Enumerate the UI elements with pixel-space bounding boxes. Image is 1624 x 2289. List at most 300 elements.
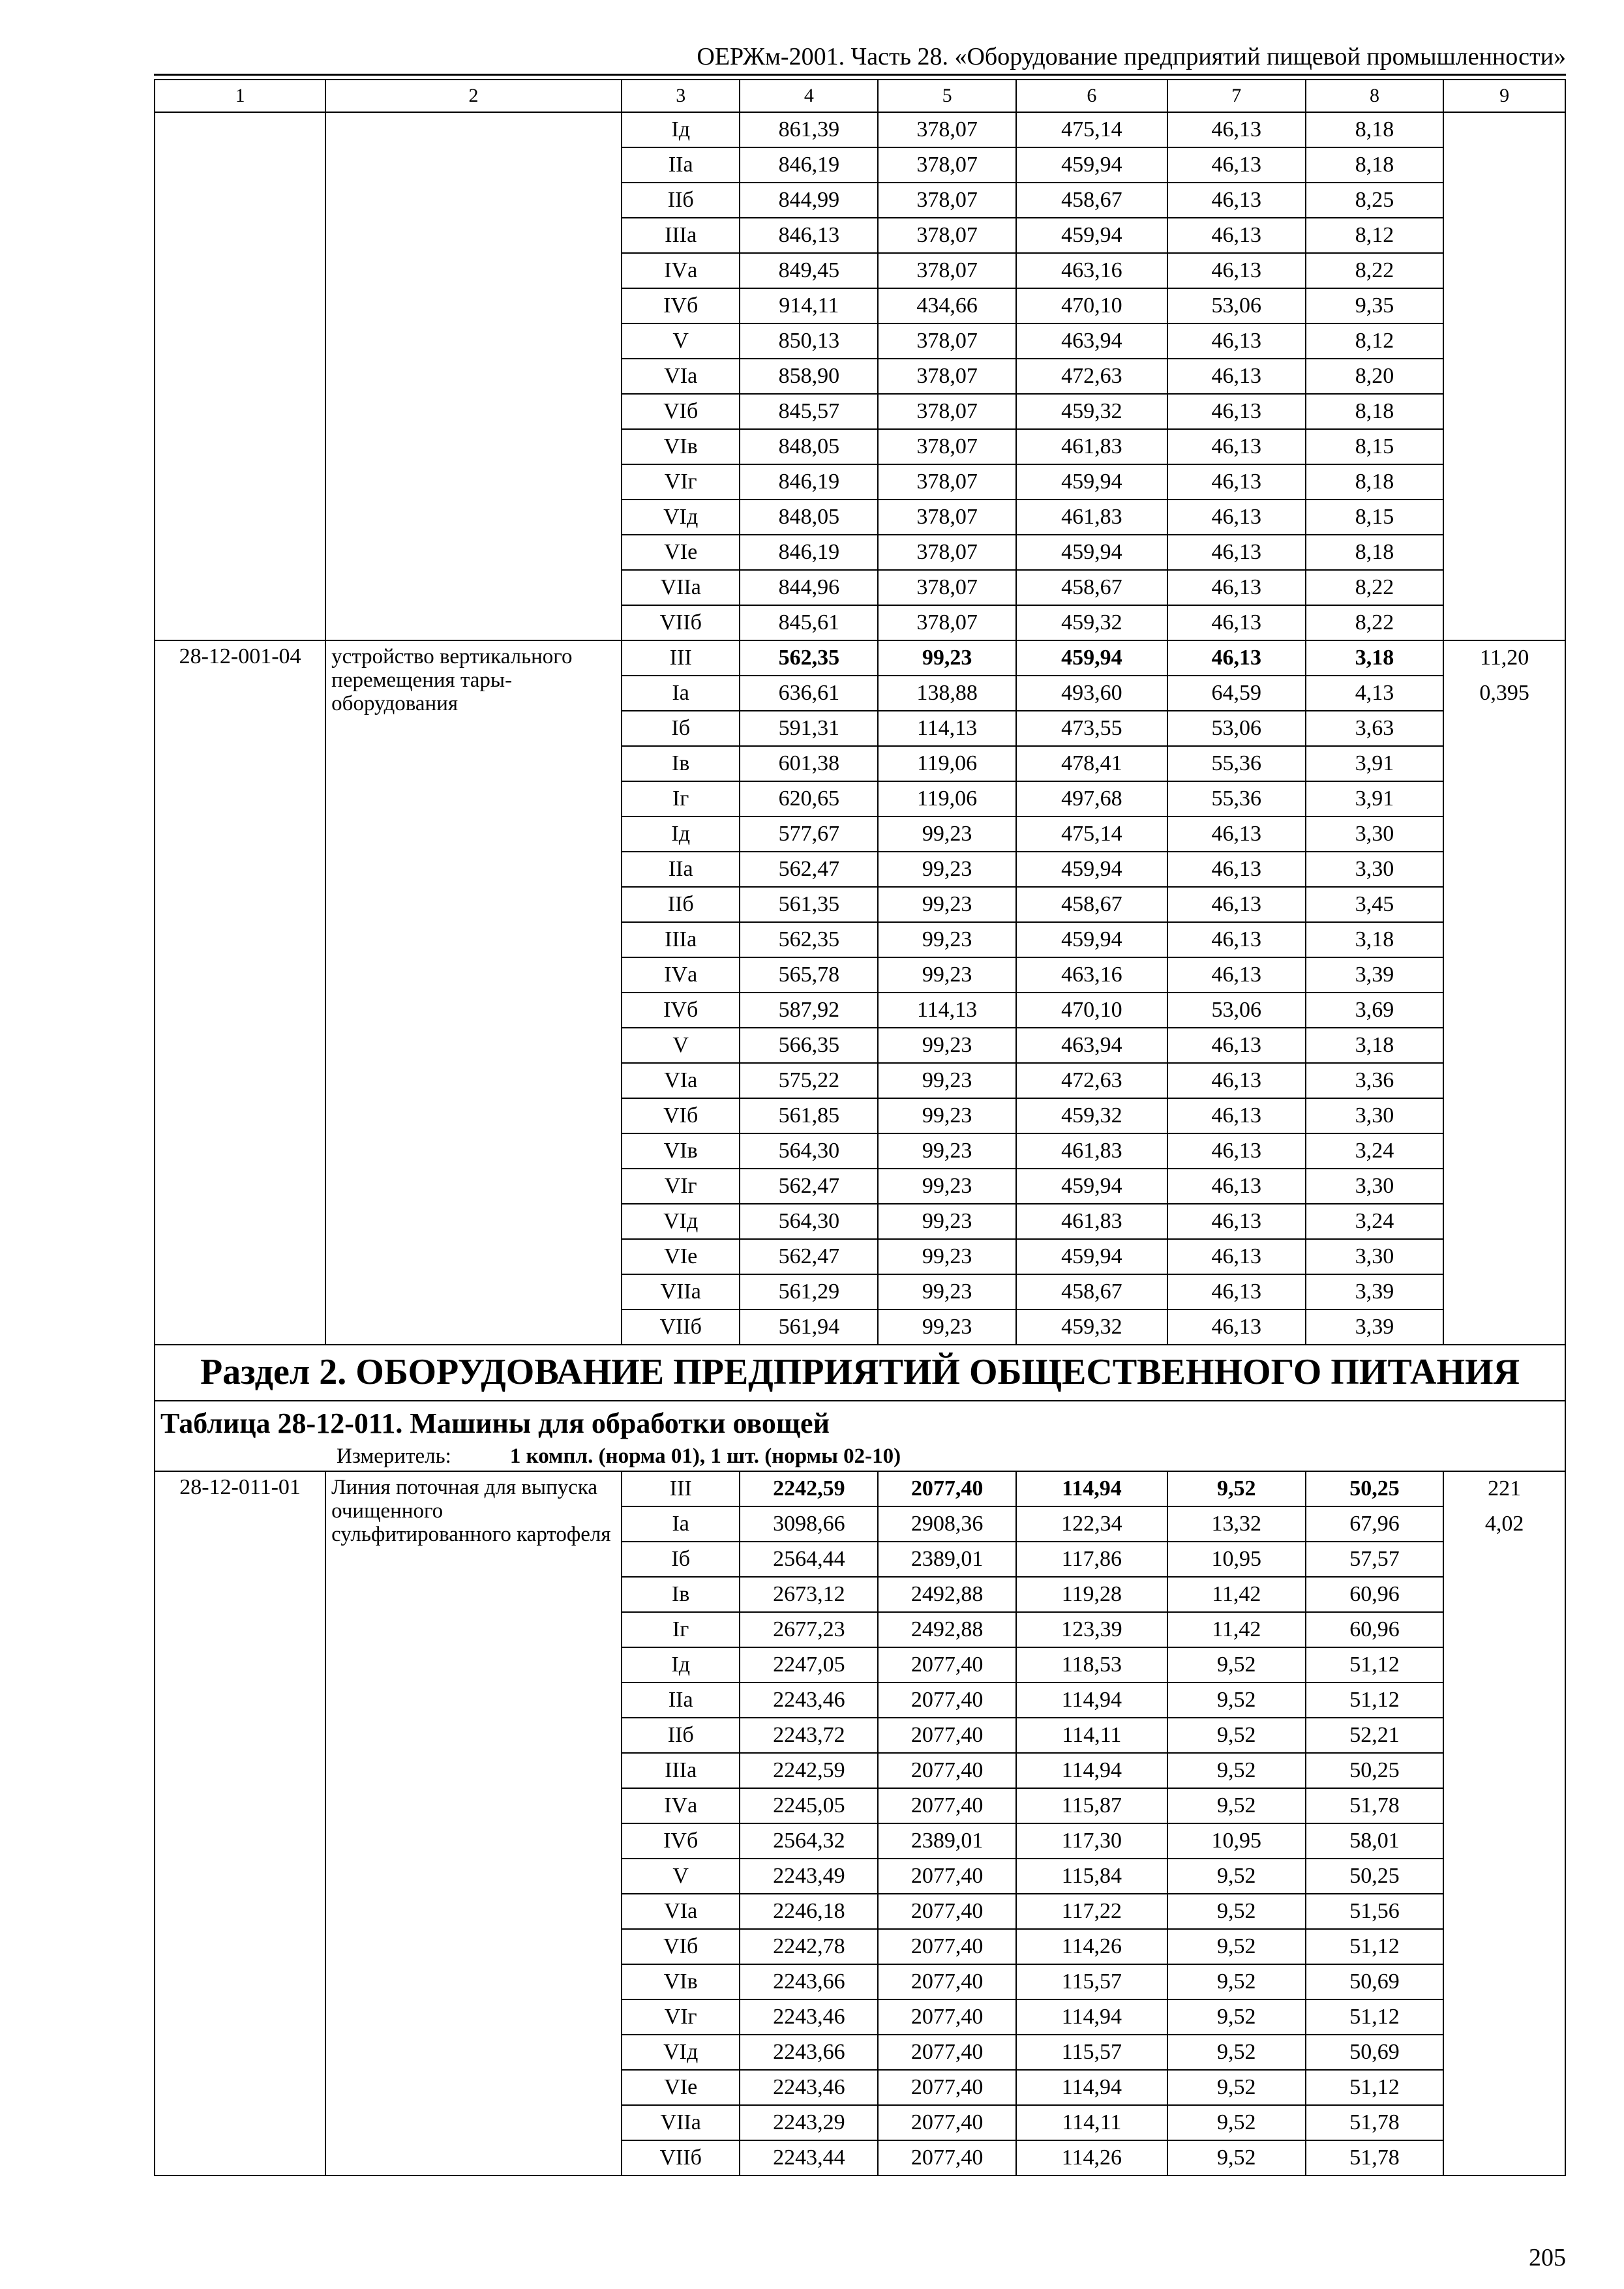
item-name [325,112,622,640]
meter-line [160,1442,1559,1471]
cost-wages: 2077,40 [878,1683,1016,1718]
zone-code: VIд [622,2035,740,2070]
cost-materials: 8,22 [1306,570,1444,605]
cost-machinist-wages: 13,32 [1167,1506,1306,1542]
cost-machines: 459,94 [1016,535,1167,570]
header-rule [154,74,1566,76]
cost-materials: 51,12 [1306,1999,1444,2035]
section-row [155,1345,1565,1401]
cost-total: 844,99 [740,183,878,218]
cost-machines: 459,94 [1016,147,1167,183]
cost-wages: 99,23 [878,1239,1016,1274]
cost-materials: 3,63 [1306,711,1444,746]
cost-total: 2243,29 [740,2105,878,2140]
cost-machines: 472,63 [1016,359,1167,394]
cost-machinist-wages: 9,52 [1167,1999,1306,2035]
zone-code: VIIа [622,1274,740,1309]
cost-materials: 67,96 [1306,1506,1444,1542]
cost-total: 2243,44 [740,2140,878,2176]
cost-machines: 123,39 [1016,1612,1167,1647]
zone-code: VIе [622,2070,740,2105]
cost-wages: 99,23 [878,1133,1016,1169]
zone-code: VIIб [622,2140,740,2176]
zone-code: VIIб [622,1309,740,1345]
zone-code: VIб [622,1098,740,1133]
zone-code: Iд [622,816,740,852]
cost-materials: 3,45 [1306,887,1444,922]
cost-materials: 3,24 [1306,1133,1444,1169]
cost-machinist-wages: 9,52 [1167,2140,1306,2176]
zone-code: IIб [622,1718,740,1753]
cost-wages: 99,23 [878,957,1016,993]
cost-wages: 114,13 [878,993,1016,1028]
cost-materials: 9,35 [1306,288,1444,323]
cost-machines: 115,57 [1016,1964,1167,1999]
cost-wages: 99,23 [878,640,1016,676]
cost-machines: 461,83 [1016,1204,1167,1239]
cost-machinist-wages: 9,52 [1167,1788,1306,1823]
cost-materials: 51,12 [1306,1929,1444,1964]
cost-materials: 8,18 [1306,147,1444,183]
column-number: 7 [1167,80,1306,112]
page-header: ОЕРЖм-2001. Часть 28. «Оборудование предприятий пищевой промышленности» [697,43,1566,70]
cost-materials: 3,39 [1306,1309,1444,1345]
cost-total: 2243,46 [740,2070,878,2105]
cost-materials: 8,18 [1306,394,1444,429]
zone-code: IVб [622,288,740,323]
zone-code: Iб [622,711,740,746]
cost-machines: 459,94 [1016,464,1167,500]
cost-total: 2242,59 [740,1753,878,1788]
cost-total: 848,05 [740,429,878,464]
cost-total: 561,94 [740,1309,878,1345]
zone-code: VIд [622,500,740,535]
zone-code: Iг [622,1612,740,1647]
cost-wages: 378,07 [878,253,1016,288]
cost-materials: 51,78 [1306,2105,1444,2140]
cost-total: 2243,46 [740,1999,878,2035]
cost-materials: 50,69 [1306,1964,1444,1999]
zone-code: Iд [622,1647,740,1683]
zone-code: Iв [622,746,740,781]
column-number: 6 [1016,80,1167,112]
meter-label: Измеритель: [337,1444,451,1468]
cost-wages: 2389,01 [878,1823,1016,1859]
cost-machines: 459,32 [1016,1309,1167,1345]
cost-wages: 378,07 [878,570,1016,605]
cost-total: 562,47 [740,1169,878,1204]
cost-wages: 378,07 [878,323,1016,359]
cost-wages: 2077,40 [878,1964,1016,1999]
cost-total: 2243,72 [740,1718,878,1753]
zone-code: IVа [622,957,740,993]
cost-machinist-wages: 46,13 [1167,1133,1306,1169]
item-code: 28-12-011-01 [155,1471,325,2176]
zone-code: IIа [622,147,740,183]
cost-wages: 378,07 [878,359,1016,394]
cost-wages: 99,23 [878,1274,1016,1309]
cost-machinist-wages: 46,13 [1167,957,1306,993]
cost-total: 575,22 [740,1063,878,1098]
labor-and-mass [1443,112,1565,640]
cost-total: 2247,05 [740,1647,878,1683]
cost-machinist-wages: 9,52 [1167,1929,1306,1964]
cost-machinist-wages: 9,52 [1167,1471,1306,1506]
cost-materials: 51,12 [1306,2070,1444,2105]
cost-machinist-wages: 46,13 [1167,816,1306,852]
cost-total: 846,19 [740,535,878,570]
cost-total: 2677,23 [740,1612,878,1647]
cost-materials: 8,12 [1306,323,1444,359]
cost-materials: 50,69 [1306,2035,1444,2070]
cost-wages: 99,23 [878,1169,1016,1204]
zone-code: IIIа [622,218,740,253]
cost-materials: 52,21 [1306,1718,1444,1753]
table-title: Таблица 28-12-011. Машины для обработки овощей [160,1407,830,1439]
cost-machines: 475,14 [1016,816,1167,852]
cost-machinist-wages: 53,06 [1167,711,1306,746]
cost-machines: 463,94 [1016,323,1167,359]
cost-total: 562,47 [740,852,878,887]
cost-machines: 114,94 [1016,1471,1167,1506]
cost-machines: 458,67 [1016,183,1167,218]
cost-total: 2243,46 [740,1683,878,1718]
cost-machines: 114,26 [1016,2140,1167,2176]
cost-machines: 461,83 [1016,429,1167,464]
cost-machinist-wages: 46,13 [1167,1169,1306,1204]
cost-machinist-wages: 46,13 [1167,535,1306,570]
cost-wages: 2077,40 [878,2105,1016,2140]
cost-wages: 99,23 [878,1098,1016,1133]
extra-value: 11,20 [1480,646,1529,670]
cost-wages: 2077,40 [878,1894,1016,1929]
cost-machinist-wages: 9,52 [1167,1859,1306,1894]
cost-machinist-wages: 9,52 [1167,2035,1306,2070]
cost-materials: 8,22 [1306,253,1444,288]
cost-total: 2564,44 [740,1542,878,1577]
cost-wages: 114,13 [878,711,1016,746]
cost-total: 564,30 [740,1204,878,1239]
cost-total: 564,30 [740,1133,878,1169]
cost-machines: 117,30 [1016,1823,1167,1859]
cost-materials: 3,69 [1306,993,1444,1028]
cost-materials: 8,15 [1306,500,1444,535]
cost-total: 849,45 [740,253,878,288]
zone-code: Iа [622,676,740,711]
cost-machines: 478,41 [1016,746,1167,781]
cost-wages: 99,23 [878,922,1016,957]
cost-machinist-wages: 9,52 [1167,2105,1306,2140]
cost-total: 561,29 [740,1274,878,1309]
cost-total: 620,65 [740,781,878,816]
cost-wages: 378,07 [878,605,1016,640]
zone-code: VIб [622,1929,740,1964]
cost-wages: 2492,88 [878,1577,1016,1612]
cost-machinist-wages: 9,52 [1167,1647,1306,1683]
cost-materials: 58,01 [1306,1823,1444,1859]
cost-wages: 99,23 [878,1063,1016,1098]
cost-materials: 60,96 [1306,1577,1444,1612]
zone-code: III [622,640,740,676]
meter-value: 1 компл. (норма 01), 1 шт. (нормы 02-10) [509,1444,901,1468]
cost-total: 846,19 [740,464,878,500]
cost-machines: 472,63 [1016,1063,1167,1098]
cost-materials: 8,12 [1306,218,1444,253]
zone-code: Iа [622,1506,740,1542]
cost-wages: 99,23 [878,887,1016,922]
cost-wages: 2077,40 [878,2140,1016,2176]
cost-total: 601,38 [740,746,878,781]
cost-total: 2242,59 [740,1471,878,1506]
cost-machinist-wages: 9,52 [1167,1718,1306,1753]
cost-machinist-wages: 46,13 [1167,253,1306,288]
cost-machinist-wages: 46,13 [1167,1204,1306,1239]
cost-machinist-wages: 46,13 [1167,218,1306,253]
cost-machinist-wages: 46,13 [1167,922,1306,957]
cost-materials: 3,30 [1306,1098,1444,1133]
zone-code: VIе [622,1239,740,1274]
cost-machinist-wages: 46,13 [1167,464,1306,500]
zone-code: VIа [622,1894,740,1929]
cost-wages: 378,07 [878,429,1016,464]
cost-wages: 378,07 [878,464,1016,500]
zone-code: VIа [622,1063,740,1098]
cost-wages: 2077,40 [878,1718,1016,1753]
cost-machinist-wages: 9,52 [1167,1894,1306,1929]
cost-materials: 3,39 [1306,957,1444,993]
cost-materials: 50,25 [1306,1753,1444,1788]
zone-code: IVб [622,1823,740,1859]
cost-machinist-wages: 53,06 [1167,993,1306,1028]
cost-machinist-wages: 9,52 [1167,1964,1306,1999]
zone-code: VIв [622,1133,740,1169]
cost-machines: 114,94 [1016,1683,1167,1718]
zone-code: V [622,1028,740,1063]
cost-materials: 4,13 [1306,676,1444,711]
cost-machinist-wages: 55,36 [1167,781,1306,816]
cost-materials: 8,25 [1306,183,1444,218]
zone-code: IIа [622,852,740,887]
cost-machines: 114,11 [1016,1718,1167,1753]
cost-machinist-wages: 55,36 [1167,746,1306,781]
cost-machines: 114,11 [1016,2105,1167,2140]
cost-machines: 459,32 [1016,605,1167,640]
cost-materials: 8,20 [1306,359,1444,394]
cost-machines: 117,22 [1016,1894,1167,1929]
cost-machines: 459,94 [1016,218,1167,253]
zone-code: VIв [622,1964,740,1999]
cost-materials: 51,56 [1306,1894,1444,1929]
cost-machines: 463,16 [1016,253,1167,288]
cost-materials: 3,30 [1306,816,1444,852]
cost-materials: 50,25 [1306,1471,1444,1506]
column-number: 2 [325,80,622,112]
zone-code: VIе [622,535,740,570]
cost-total: 2243,66 [740,2035,878,2070]
page-number: 205 [1529,2244,1566,2271]
cost-machinist-wages: 64,59 [1167,676,1306,711]
zone-code: VIг [622,1999,740,2035]
cost-total: 914,11 [740,288,878,323]
cost-machines: 458,67 [1016,887,1167,922]
column-number: 1 [155,80,325,112]
cost-wages: 2077,40 [878,1647,1016,1683]
extra-value: 0,395 [1479,681,1529,705]
cost-total: 845,61 [740,605,878,640]
cost-machines: 470,10 [1016,288,1167,323]
column-number: 3 [622,80,740,112]
cost-machinist-wages: 46,13 [1167,1028,1306,1063]
cost-machinist-wages: 46,13 [1167,1098,1306,1133]
cost-machines: 459,94 [1016,922,1167,957]
cost-materials: 3,30 [1306,852,1444,887]
column-number: 9 [1443,80,1565,112]
cost-total: 845,57 [740,394,878,429]
cost-total: 846,19 [740,147,878,183]
cost-wages: 99,23 [878,816,1016,852]
cost-machinist-wages: 9,52 [1167,1753,1306,1788]
zone-code: VIIа [622,2105,740,2140]
cost-machines: 461,83 [1016,500,1167,535]
cost-machinist-wages: 46,13 [1167,394,1306,429]
cost-wages: 119,06 [878,781,1016,816]
cost-machinist-wages: 9,52 [1167,2070,1306,2105]
cost-materials: 8,15 [1306,429,1444,464]
cost-wages: 378,07 [878,147,1016,183]
cost-machines: 497,68 [1016,781,1167,816]
cost-wages: 138,88 [878,676,1016,711]
cost-machines: 459,32 [1016,1098,1167,1133]
cost-materials: 3,18 [1306,640,1444,676]
cost-machinist-wages: 46,13 [1167,605,1306,640]
cost-total: 850,13 [740,323,878,359]
cost-materials: 3,18 [1306,922,1444,957]
zone-code: IIIа [622,1753,740,1788]
cost-machines: 461,83 [1016,1133,1167,1169]
cost-machinist-wages: 46,13 [1167,1239,1306,1274]
cost-total: 2673,12 [740,1577,878,1612]
cost-machinist-wages: 11,42 [1167,1612,1306,1647]
cost-machinist-wages: 46,13 [1167,1063,1306,1098]
cost-machines: 114,94 [1016,2070,1167,2105]
cost-materials: 3,18 [1306,1028,1444,1063]
cost-machinist-wages: 46,13 [1167,887,1306,922]
column-number: 5 [878,80,1016,112]
cost-wages: 2492,88 [878,1612,1016,1647]
section-title: Раздел 2. ОБОРУДОВАНИЕ ПРЕДПРИЯТИЙ ОБЩЕСТВЕННОГО ПИТАНИЯ [155,1345,1565,1401]
zone-code: V [622,323,740,359]
cost-materials: 3,39 [1306,1274,1444,1309]
cost-materials: 3,24 [1306,1204,1444,1239]
cost-total: 846,13 [740,218,878,253]
table-row [155,1471,1565,1506]
cost-total: 2246,18 [740,1894,878,1929]
cost-wages: 99,23 [878,1204,1016,1239]
cost-machinist-wages: 46,13 [1167,183,1306,218]
cost-total: 2564,32 [740,1823,878,1859]
zone-code: IIб [622,887,740,922]
labor-and-mass [1443,640,1565,1345]
cost-wages: 2077,40 [878,1999,1016,2035]
cost-machines: 118,53 [1016,1647,1167,1683]
cost-machinist-wages: 10,95 [1167,1823,1306,1859]
cost-materials: 8,22 [1306,605,1444,640]
cost-wages: 2077,40 [878,1753,1016,1788]
cost-total: 562,35 [740,922,878,957]
cost-wages: 378,07 [878,218,1016,253]
cost-machines: 119,28 [1016,1577,1167,1612]
cost-machinist-wages: 46,13 [1167,1274,1306,1309]
zone-code: IVа [622,1788,740,1823]
cost-total: 3098,66 [740,1506,878,1542]
zone-code: VIв [622,429,740,464]
zone-code: Iв [622,1577,740,1612]
cost-machines: 459,32 [1016,394,1167,429]
cost-machinist-wages: 46,13 [1167,429,1306,464]
column-number-row [155,80,1565,112]
cost-total: 566,35 [740,1028,878,1063]
cost-machines: 463,16 [1016,957,1167,993]
item-code: 28-12-001-04 [155,640,325,1345]
column-number: 4 [740,80,878,112]
cost-materials: 3,36 [1306,1063,1444,1098]
cost-machines: 114,94 [1016,1999,1167,2035]
cost-wages: 99,23 [878,852,1016,887]
cost-materials: 8,18 [1306,464,1444,500]
cost-machines: 458,67 [1016,570,1167,605]
cost-materials: 3,30 [1306,1169,1444,1204]
cost-machinist-wages: 11,42 [1167,1577,1306,1612]
zone-code: IIб [622,183,740,218]
cost-machines: 459,94 [1016,1169,1167,1204]
table-body [155,80,1565,2176]
cost-wages: 2908,36 [878,1506,1016,1542]
cost-wages: 99,23 [878,1309,1016,1345]
cost-wages: 119,06 [878,746,1016,781]
cost-machinist-wages: 10,95 [1167,1542,1306,1577]
cost-materials: 50,25 [1306,1859,1444,1894]
cost-machinist-wages: 46,13 [1167,640,1306,676]
zone-code: VIа [622,359,740,394]
cost-total: 636,61 [740,676,878,711]
cost-total: 562,47 [740,1239,878,1274]
cost-machinist-wages: 46,13 [1167,147,1306,183]
cost-wages: 2389,01 [878,1542,1016,1577]
cost-machinist-wages: 9,52 [1167,1683,1306,1718]
cost-materials: 51,78 [1306,1788,1444,1823]
cost-materials: 57,57 [1306,1542,1444,1577]
cost-total: 2242,78 [740,1929,878,1964]
cost-machines: 115,87 [1016,1788,1167,1823]
cost-total: 561,35 [740,887,878,922]
zone-code: IIIа [622,922,740,957]
zone-code: VIд [622,1204,740,1239]
cost-machinist-wages: 53,06 [1167,288,1306,323]
cost-wages: 99,23 [878,1028,1016,1063]
zone-code: Iд [622,112,740,147]
cost-machines: 475,14 [1016,112,1167,147]
cost-machines: 458,67 [1016,1274,1167,1309]
zone-code: IVб [622,993,740,1028]
table-row [155,640,1565,676]
item-name: устройство вертикального перемещения тары-оборудования [325,640,622,1345]
table-row [155,112,1565,147]
zone-code: VIIа [622,570,740,605]
cost-machines: 122,34 [1016,1506,1167,1542]
cost-machines: 114,94 [1016,1753,1167,1788]
cost-machines: 459,94 [1016,852,1167,887]
cost-machines: 114,26 [1016,1929,1167,1964]
